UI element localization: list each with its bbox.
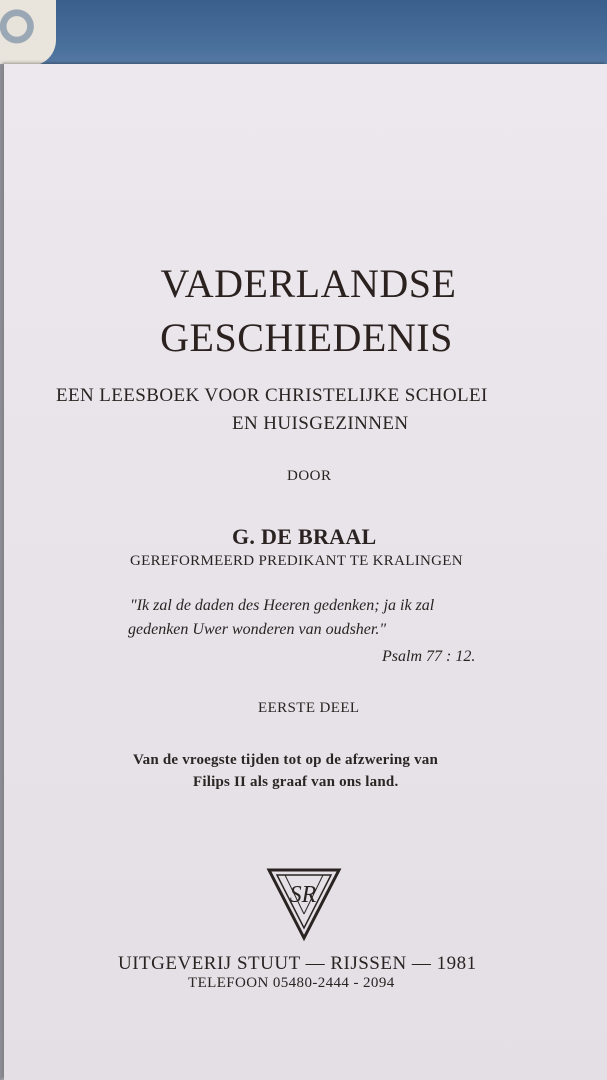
- description-line2: Filips II als graaf van ons land.: [193, 774, 399, 790]
- cover-pattern: [0, 0, 56, 66]
- author-name: G. DE BRAAL: [232, 524, 377, 549]
- author-role: GEREFORMEERD PREDIKANT TE KRALINGEN: [130, 553, 463, 569]
- quote-line2: gedenken Uwer wonderen van oudsher.": [128, 621, 387, 638]
- logo-lettering: SR: [289, 882, 317, 908]
- volume-label: EERSTE DEEL: [258, 700, 360, 716]
- book-title-line2: GESCHIEDENIS: [160, 315, 453, 360]
- description-line1: Van de vroegste tijden tot op de afzwering van: [133, 752, 439, 768]
- publisher-line: UITGEVERIJ STUUT — RIJSSEN — 1981: [118, 953, 477, 974]
- byline: DOOR: [287, 468, 332, 484]
- book-title-line1: VADERLANDSE: [160, 261, 457, 306]
- book-cover: [0, 0, 607, 70]
- subtitle-line1: EEN LEESBOEK VOOR CHRISTELIJKE SCHOLEI: [56, 385, 488, 406]
- publisher-phone: TELEFOON 05480-2444 - 2094: [188, 975, 395, 991]
- sr-publisher-logo-icon: [265, 864, 343, 942]
- quote-source: Psalm 77 : 12.: [382, 648, 476, 665]
- quote-line1: "Ik zal de daden des Heeren gedenken; ja ik zal: [130, 597, 435, 614]
- subtitle-line2: EN HUISGEZINNEN: [232, 413, 409, 434]
